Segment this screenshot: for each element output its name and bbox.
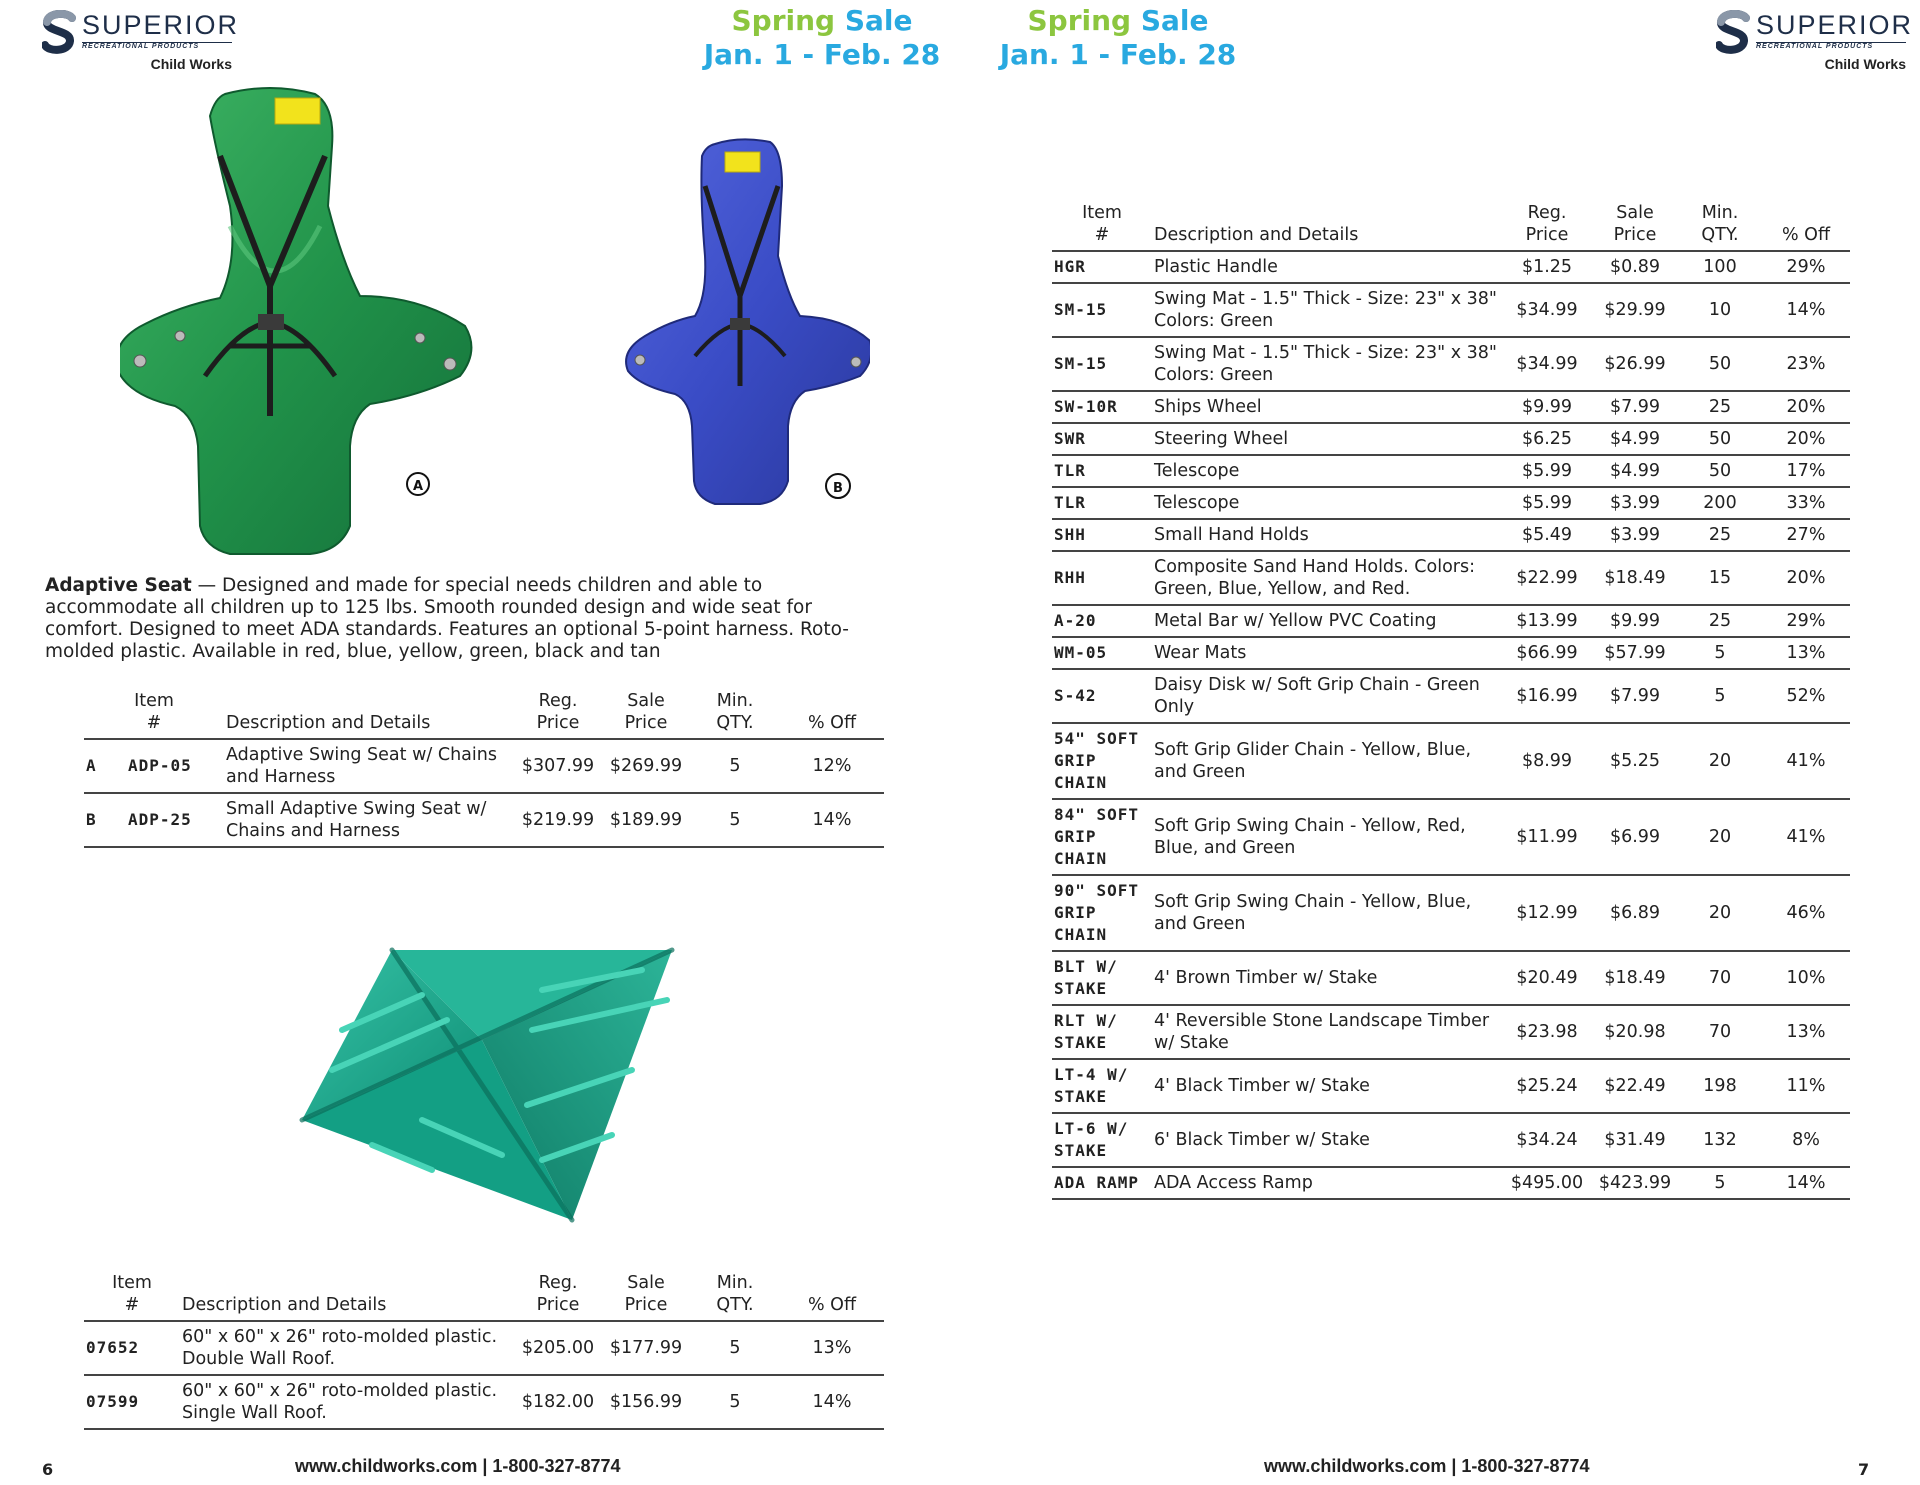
sale-price: $269.99 <box>602 739 690 793</box>
header-min <box>690 1272 780 1321</box>
table-row <box>1052 391 1850 423</box>
table-row <box>1052 637 1850 669</box>
page-number-left: 6 <box>42 1460 54 1479</box>
brand-sub: Child Works <box>150 56 232 72</box>
brand-tagline: RECREATIONAL PRODUCTS <box>82 43 200 50</box>
sale-price: $189.99 <box>602 793 690 847</box>
min-quantity: 100 <box>1678 251 1762 283</box>
item-number: ADA RAMP <box>1052 1167 1152 1199</box>
sale-price: $31.49 <box>1592 1113 1678 1167</box>
item-description: Composite Sand Hand Holds. Colors: Green, Blue, Yellow, and Red. <box>1152 551 1502 605</box>
table-row <box>1052 951 1850 1005</box>
item-description: Soft Grip Swing Chain - Yellow, Blue, and Green <box>1152 875 1502 951</box>
percent-off: 29% <box>1762 605 1850 637</box>
min-quantity: 15 <box>1678 551 1762 605</box>
adaptive-seat-price-table <box>84 690 884 848</box>
table-row <box>84 793 884 847</box>
regular-price: $495.00 <box>1502 1167 1592 1199</box>
item-number: LT-6 W/ STAKE <box>1052 1113 1152 1167</box>
regular-price: $34.24 <box>1502 1113 1592 1167</box>
item-description: 60" x 60" x 26" roto-molded plastic. Double Wall Roof. <box>180 1321 514 1375</box>
percent-off: 11% <box>1762 1059 1850 1113</box>
header-desc: Description and Details <box>180 1272 514 1321</box>
percent-off: 8% <box>1762 1113 1850 1167</box>
item-number: 07599 <box>84 1375 180 1429</box>
item-number: SHH <box>1052 519 1152 551</box>
header-sale <box>602 1272 690 1321</box>
item-description: 4' Brown Timber w/ Stake <box>1152 951 1502 1005</box>
sale-price: $26.99 <box>1592 337 1678 391</box>
header-reg <box>514 690 602 739</box>
accessories-table-body <box>1052 251 1850 1199</box>
sale-dates: Jan. 1 - Feb. 28 <box>703 38 941 71</box>
percent-off: 20% <box>1762 551 1850 605</box>
percent-off: 13% <box>1762 637 1850 669</box>
brand-name: SUPERIOR <box>82 10 240 40</box>
accessories-price-table <box>1052 202 1850 1200</box>
row-key: A <box>84 739 126 793</box>
regular-price: $23.98 <box>1502 1005 1592 1059</box>
adaptive-seat-blue-image <box>620 136 870 506</box>
regular-price: $1.25 <box>1502 251 1592 283</box>
min-quantity: 5 <box>1678 637 1762 669</box>
sale-price: $3.99 <box>1592 487 1678 519</box>
item-number: TLR <box>1052 455 1152 487</box>
regular-price: $8.99 <box>1502 723 1592 799</box>
header-sale-2: Price <box>1613 225 1657 245</box>
header-reg-2: Price <box>1525 225 1569 245</box>
roof-price-table <box>84 1272 884 1430</box>
regular-price: $6.25 <box>1502 423 1592 455</box>
header-item <box>84 1272 180 1321</box>
item-description: Telescope <box>1152 455 1502 487</box>
footer-contact-left[interactable]: www.childworks.com | 1-800-327-8774 <box>295 1456 621 1476</box>
regular-price: $205.00 <box>514 1321 602 1375</box>
header-sale <box>602 690 690 739</box>
percent-off: 29% <box>1762 251 1850 283</box>
regular-price: $13.99 <box>1502 605 1592 637</box>
percent-off: 13% <box>1762 1005 1850 1059</box>
min-quantity: 5 <box>690 793 780 847</box>
header-sale-1: Sale <box>1616 203 1654 223</box>
item-number: TLR <box>1052 487 1152 519</box>
min-quantity: 10 <box>1678 283 1762 337</box>
roof-image <box>282 920 692 1240</box>
item-description: 4' Reversible Stone Landscape Timber w/ Stake <box>1152 1005 1502 1059</box>
percent-off: 46% <box>1762 875 1850 951</box>
item-description: 4' Black Timber w/ Stake <box>1152 1059 1502 1113</box>
spring-sale-banner-right <box>998 4 1238 72</box>
adaptive-seat-description <box>45 575 895 663</box>
regular-price: $219.99 <box>514 793 602 847</box>
sale-price: $9.99 <box>1592 605 1678 637</box>
item-number: 54" SOFT GRIP CHAIN <box>1052 723 1152 799</box>
regular-price: $22.99 <box>1502 551 1592 605</box>
min-quantity: 50 <box>1678 455 1762 487</box>
item-description: Daisy Disk w/ Soft Grip Chain - Green Only <box>1152 669 1502 723</box>
item-description: Soft Grip Swing Chain - Yellow, Red, Blue, and Green <box>1152 799 1502 875</box>
item-description: 6' Black Timber w/ Stake <box>1152 1113 1502 1167</box>
table-row <box>1052 799 1850 875</box>
spring-sale-banner-left <box>702 4 942 72</box>
brand-name: SUPERIOR <box>1756 10 1914 40</box>
item-description: ADA Access Ramp <box>1152 1167 1502 1199</box>
header-item-2: # <box>124 1295 140 1315</box>
header-min <box>690 690 780 739</box>
table-header-row <box>84 1272 884 1321</box>
percent-off: 14% <box>1762 1167 1850 1199</box>
header-sale-2: Price <box>624 713 668 733</box>
min-quantity: 200 <box>1678 487 1762 519</box>
percent-off: 27% <box>1762 519 1850 551</box>
footer-contact-right[interactable]: www.childworks.com | 1-800-327-8774 <box>1264 1456 1590 1476</box>
min-quantity: 70 <box>1678 951 1762 1005</box>
table-row <box>1052 251 1850 283</box>
item-number: A-20 <box>1052 605 1152 637</box>
sale-price: $57.99 <box>1592 637 1678 669</box>
sale-title <box>998 4 1238 38</box>
table-row <box>1052 283 1850 337</box>
item-number: 07652 <box>84 1321 180 1375</box>
sale-price: $3.99 <box>1592 519 1678 551</box>
percent-off: 20% <box>1762 423 1850 455</box>
header-min <box>1678 202 1762 251</box>
table-row <box>1052 723 1850 799</box>
superior-s-logo-icon <box>42 10 76 54</box>
item-number: SW-10R <box>1052 391 1152 423</box>
sale-price: $6.99 <box>1592 799 1678 875</box>
page-number-right: 7 <box>1858 1460 1870 1479</box>
header-off: % Off <box>780 1272 884 1321</box>
header-item-1: Item <box>112 1273 152 1293</box>
table-row <box>1052 1005 1850 1059</box>
min-quantity: 5 <box>690 1375 780 1429</box>
header-item-2: # <box>1094 225 1110 245</box>
item-number: LT-4 W/ STAKE <box>1052 1059 1152 1113</box>
sale-price: $177.99 <box>602 1321 690 1375</box>
percent-off: 33% <box>1762 487 1850 519</box>
item-description: Soft Grip Glider Chain - Yellow, Blue, and Green <box>1152 723 1502 799</box>
roof-table-body <box>84 1321 884 1429</box>
seat-table-body <box>84 739 884 847</box>
item-description: Metal Bar w/ Yellow PVC Coating <box>1152 605 1502 637</box>
regular-price: $66.99 <box>1502 637 1592 669</box>
header-item-1: Item <box>134 691 174 711</box>
header-sale-1: Sale <box>627 691 665 711</box>
item-description: Swing Mat - 1.5" Thick - Size: 23" x 38" Colors: Green <box>1152 283 1502 337</box>
percent-off: 14% <box>780 793 884 847</box>
superior-s-logo-icon <box>1716 10 1750 54</box>
min-quantity: 132 <box>1678 1113 1762 1167</box>
header-reg-2: Price <box>536 713 580 733</box>
item-description: Wear Mats <box>1152 637 1502 669</box>
item-number: S-42 <box>1052 669 1152 723</box>
header-min-2: QTY. <box>716 1295 754 1315</box>
table-row <box>1052 1167 1850 1199</box>
table-row <box>1052 455 1850 487</box>
header-reg <box>1502 202 1592 251</box>
percent-off: 20% <box>1762 391 1850 423</box>
sale-price: $18.49 <box>1592 951 1678 1005</box>
regular-price: $307.99 <box>514 739 602 793</box>
header-desc: Description and Details <box>1152 202 1502 251</box>
item-number: SM-15 <box>1052 337 1152 391</box>
min-quantity: 5 <box>1678 669 1762 723</box>
adaptive-seat-green-image <box>120 86 490 556</box>
sale-price: $7.99 <box>1592 669 1678 723</box>
sale-word: Sale <box>844 4 913 37</box>
header-item <box>84 690 224 739</box>
table-row <box>84 1375 884 1429</box>
sale-price: $6.89 <box>1592 875 1678 951</box>
header-item-2: # <box>146 713 162 733</box>
sale-price: $423.99 <box>1592 1167 1678 1199</box>
header-item <box>1052 202 1152 251</box>
table-row <box>1052 487 1850 519</box>
regular-price: $25.24 <box>1502 1059 1592 1113</box>
table-row <box>1052 519 1850 551</box>
item-number: SWR <box>1052 423 1152 455</box>
min-quantity: 25 <box>1678 391 1762 423</box>
percent-off: 14% <box>1762 283 1850 337</box>
item-description: Swing Mat - 1.5" Thick - Size: 23" x 38" Colors: Green <box>1152 337 1502 391</box>
table-row <box>1052 669 1850 723</box>
item-description: Plastic Handle <box>1152 251 1502 283</box>
regular-price: $9.99 <box>1502 391 1592 423</box>
sale-price: $18.49 <box>1592 551 1678 605</box>
item-number: RLT W/ STAKE <box>1052 1005 1152 1059</box>
percent-off: 13% <box>780 1321 884 1375</box>
percent-off: 23% <box>1762 337 1850 391</box>
table-row <box>84 1321 884 1375</box>
sale-price: $22.49 <box>1592 1059 1678 1113</box>
percent-off: 14% <box>780 1375 884 1429</box>
header-min-2: QTY. <box>1701 225 1739 245</box>
sale-price: $20.98 <box>1592 1005 1678 1059</box>
item-description: Steering Wheel <box>1152 423 1502 455</box>
regular-price: $34.99 <box>1502 283 1592 337</box>
item-number: HGR <box>1052 251 1152 283</box>
header-reg-1: Reg. <box>1527 203 1567 223</box>
min-quantity: 50 <box>1678 337 1762 391</box>
regular-price: $12.99 <box>1502 875 1592 951</box>
percent-off: 52% <box>1762 669 1850 723</box>
seat-b-marker: B <box>833 481 843 496</box>
description-title: Adaptive Seat <box>45 575 192 596</box>
percent-off: 41% <box>1762 799 1850 875</box>
header-off: % Off <box>1762 202 1850 251</box>
regular-price: $34.99 <box>1502 337 1592 391</box>
item-number: SM-15 <box>1052 283 1152 337</box>
header-reg-1: Reg. <box>538 691 578 711</box>
brand-logo-left <box>42 8 240 74</box>
min-quantity: 20 <box>1678 875 1762 951</box>
min-quantity: 25 <box>1678 519 1762 551</box>
min-quantity: 50 <box>1678 423 1762 455</box>
item-description: Ships Wheel <box>1152 391 1502 423</box>
item-description: 60" x 60" x 26" roto-molded plastic. Single Wall Roof. <box>180 1375 514 1429</box>
sale-price: $4.99 <box>1592 455 1678 487</box>
table-row <box>1052 875 1850 951</box>
header-reg <box>514 1272 602 1321</box>
sale-price: $29.99 <box>1592 283 1678 337</box>
regular-price: $20.49 <box>1502 951 1592 1005</box>
min-quantity: 20 <box>1678 799 1762 875</box>
regular-price: $182.00 <box>514 1375 602 1429</box>
item-description: Small Hand Holds <box>1152 519 1502 551</box>
sale-price: $0.89 <box>1592 251 1678 283</box>
brand-sub: Child Works <box>1824 56 1906 72</box>
table-row <box>84 739 884 793</box>
regular-price: $5.99 <box>1502 455 1592 487</box>
table-row <box>1052 1113 1850 1167</box>
header-off: % Off <box>780 690 884 739</box>
table-row <box>1052 423 1850 455</box>
table-header-row <box>1052 202 1850 251</box>
min-quantity: 70 <box>1678 1005 1762 1059</box>
min-quantity: 20 <box>1678 723 1762 799</box>
table-header-row <box>84 690 884 739</box>
brand-logo-right <box>1716 8 1914 74</box>
item-number: ADP-05 <box>126 739 224 793</box>
min-quantity: 25 <box>1678 605 1762 637</box>
regular-price: $5.49 <box>1502 519 1592 551</box>
min-quantity: 5 <box>690 1321 780 1375</box>
item-number: BLT W/ STAKE <box>1052 951 1152 1005</box>
header-min-1: Min. <box>716 1273 754 1293</box>
sale-dates: Jan. 1 - Feb. 28 <box>999 38 1237 71</box>
regular-price: $16.99 <box>1502 669 1592 723</box>
table-row <box>1052 337 1850 391</box>
row-key: B <box>84 793 126 847</box>
sale-price: $4.99 <box>1592 423 1678 455</box>
min-quantity: 198 <box>1678 1059 1762 1113</box>
item-number: 90" SOFT GRIP CHAIN <box>1052 875 1152 951</box>
table-row <box>1052 551 1850 605</box>
item-number: 84" SOFT GRIP CHAIN <box>1052 799 1152 875</box>
item-description: Telescope <box>1152 487 1502 519</box>
sale-price: $156.99 <box>602 1375 690 1429</box>
item-number: WM-05 <box>1052 637 1152 669</box>
sale-title <box>702 4 942 38</box>
regular-price: $11.99 <box>1502 799 1592 875</box>
header-min-1: Min. <box>716 691 754 711</box>
header-min-1: Min. <box>1701 203 1739 223</box>
sale-spring: Spring <box>1027 4 1132 37</box>
header-sale-1: Sale <box>627 1273 665 1293</box>
percent-off: 41% <box>1762 723 1850 799</box>
header-desc: Description and Details <box>224 690 514 739</box>
item-description: Small Adaptive Swing Seat w/ Chains and Harness <box>224 793 514 847</box>
percent-off: 17% <box>1762 455 1850 487</box>
description-text: — Designed and made for special needs children and able to accommodate all children up to 125 lbs. Smooth rounded design and wide seat for comfort. Designed to meet ADA standards. Features an optional 5-point harness. Roto-molded plastic. Available in red, blue, yellow, green, black and tan <box>45 575 849 662</box>
sale-price: $5.25 <box>1592 723 1678 799</box>
header-reg-1: Reg. <box>538 1273 578 1293</box>
min-quantity: 5 <box>1678 1167 1762 1199</box>
item-number: ADP-25 <box>126 793 224 847</box>
header-min-2: QTY. <box>716 713 754 733</box>
header-sale-2: Price <box>624 1295 668 1315</box>
min-quantity: 5 <box>690 739 780 793</box>
regular-price: $5.99 <box>1502 487 1592 519</box>
brand-tagline: RECREATIONAL PRODUCTS <box>1756 43 1874 50</box>
sale-price: $7.99 <box>1592 391 1678 423</box>
table-row <box>1052 605 1850 637</box>
table-row <box>1052 1059 1850 1113</box>
header-reg-2: Price <box>536 1295 580 1315</box>
percent-off: 10% <box>1762 951 1850 1005</box>
sale-word: Sale <box>1140 4 1209 37</box>
item-number: RHH <box>1052 551 1152 605</box>
header-sale <box>1592 202 1678 251</box>
sale-spring: Spring <box>731 4 836 37</box>
header-item-1: Item <box>1082 203 1122 223</box>
item-description: Adaptive Swing Seat w/ Chains and Harness <box>224 739 514 793</box>
seat-a-marker: A <box>412 479 424 494</box>
percent-off: 12% <box>780 739 884 793</box>
